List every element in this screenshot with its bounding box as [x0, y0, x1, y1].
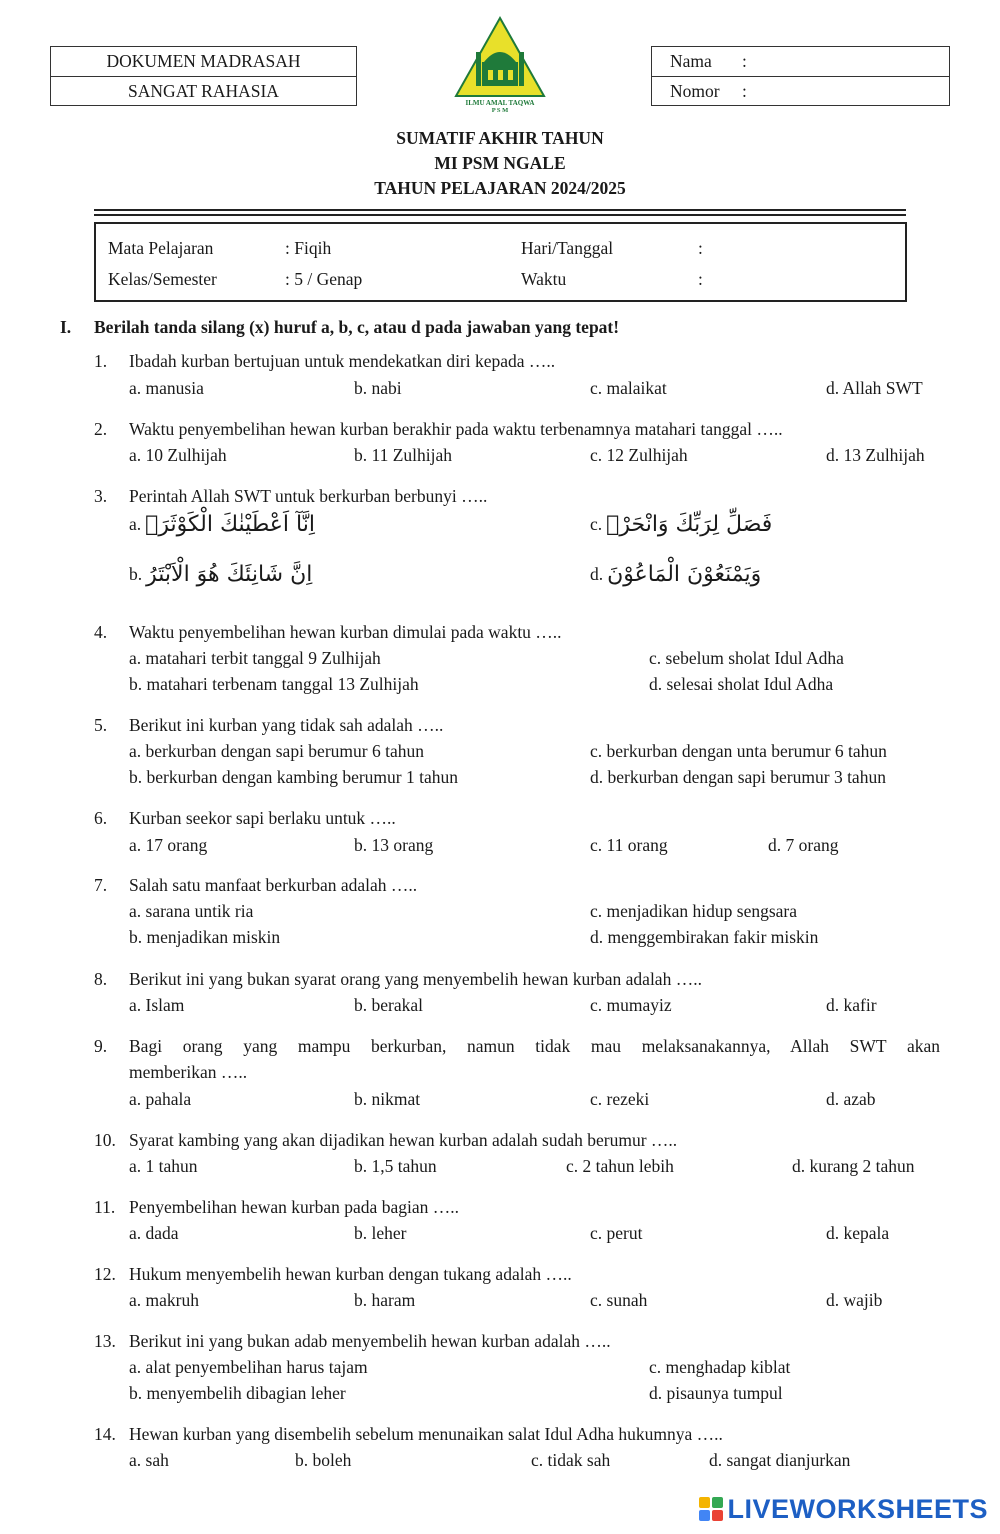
question-number: 5. [94, 715, 108, 735]
option-d[interactable]: d. kafir [826, 995, 877, 1015]
option-b[interactable]: b. matahari terbenam tanggal 13 Zulhijah [129, 674, 419, 694]
number-row[interactable] [652, 76, 949, 105]
question-number: 10. [94, 1130, 116, 1150]
option-b[interactable]: b. nikmat [354, 1089, 421, 1109]
time-value: : [698, 269, 703, 289]
option-c[interactable]: c. mumayiz [590, 995, 672, 1015]
day-label: Hari/Tanggal [521, 238, 614, 258]
option-c[interactable]: c. 2 tahun lebih [566, 1156, 674, 1176]
name-label: Nama [670, 51, 712, 71]
option-arabic-text: اِنَّ شَانِئَكَ هُوَ الْاَبْتَرُ [146, 562, 313, 587]
question-text: Waktu penyembelihan hewan kurban berakhir pada waktu terbenamnya matahari tanggal ….. [129, 419, 783, 439]
question-text: Waktu penyembelihan hewan kurban dimulai pada waktu ….. [129, 622, 562, 642]
question-text: Perintah Allah SWT untuk berkurban berbunyi ….. [129, 486, 488, 506]
student-identity-box [651, 46, 950, 106]
option-d[interactable]: d. selesai sholat Idul Adha [649, 674, 834, 694]
option-a[interactable]: a. dada [129, 1223, 179, 1243]
option-a[interactable]: a. makruh [129, 1290, 199, 1310]
question-number: 6. [94, 808, 108, 828]
question-text: Berikut ini yang bukan adab menyembelih hewan kurban adalah ….. [129, 1331, 611, 1351]
option-c[interactable]: c. malaikat [590, 378, 667, 398]
section-number: I. [60, 317, 72, 337]
option-b[interactable]: b. 11 Zulhijah [354, 445, 453, 465]
option-a[interactable]: a. sah [129, 1450, 169, 1470]
option-d[interactable]: d. pisaunya tumpul [649, 1383, 783, 1403]
option-letter: a. [129, 514, 142, 534]
liveworksheets-brand: LIVEWORKSHEETS [727, 1493, 988, 1524]
name-colon: : [742, 51, 747, 71]
school-logo [452, 14, 548, 112]
option-letter: b. [129, 564, 143, 584]
question-text: Berikut ini kurban yang tidak sah adalah ….. [129, 715, 444, 735]
option-a[interactable]: a. 17 orang [129, 835, 208, 855]
time-label: Waktu [521, 269, 567, 289]
option-c[interactable]: c. 11 orang [590, 835, 668, 855]
question-number: 14. [94, 1424, 116, 1444]
subject-value: : Fiqih [285, 238, 332, 258]
question-number: 12. [94, 1264, 116, 1284]
option-c[interactable]: c. 12 Zulhijah [590, 445, 688, 465]
exam-title: SUMATIF AKHIR TAHUN [396, 128, 604, 148]
option-b[interactable]: b. berakal [354, 995, 423, 1015]
school-name: MI PSM NGALE [434, 153, 566, 173]
option-c[interactable]: c. perut [590, 1223, 643, 1243]
class-value: : 5 / Genap [285, 269, 363, 289]
document-label-box [50, 46, 357, 106]
question-text-continued: memberikan ….. [129, 1062, 248, 1082]
option-a[interactable]: a. manusia [129, 378, 204, 398]
option-b[interactable]: b. berkurban dengan kambing berumur 1 tahun [129, 767, 459, 787]
option-c[interactable]: c. sunah [590, 1290, 648, 1310]
name-row[interactable] [652, 47, 949, 76]
question-text: Hukum menyembelih hewan kurban dengan tukang adalah ….. [129, 1264, 572, 1284]
option-a[interactable]: a. pahala [129, 1089, 192, 1109]
number-label: Nomor [670, 81, 720, 101]
option-c[interactable]: c. menghadap kiblat [649, 1357, 791, 1377]
option-arabic-text: وَيَمْنَعُوْنَ الْمَاعُوْنَ [607, 562, 762, 587]
question-text: Kurban seekor sapi berlaku untuk ….. [129, 808, 396, 828]
question-number: 7. [94, 875, 108, 895]
option-letter: d. [590, 564, 604, 584]
question-number: 9. [94, 1036, 108, 1056]
option-d[interactable]: d. menggembirakan fakir miskin [590, 927, 819, 947]
day-value: : [698, 238, 703, 258]
option-b[interactable]: b. leher [354, 1223, 407, 1243]
question-text: Salah satu manfaat berkurban adalah ….. [129, 875, 418, 895]
option-d[interactable]: d. azab [826, 1089, 876, 1109]
option-arabic-text: اِنَّآ اَعْطَيْنٰكَ الْكَوْثَرَۗ [145, 512, 315, 537]
question-text: Ibadah kurban bertujuan untuk mendekatkan diri kepada ….. [129, 351, 556, 371]
question-text: Bagi orang yang mampu berkurban, namun tidak mau melaksanakannya, Allah SWT akan [129, 1036, 940, 1056]
question-number: 13. [94, 1331, 116, 1351]
option-b[interactable] [129, 562, 312, 587]
option-d[interactable]: d. 7 orang [768, 835, 839, 855]
title-divider-bottom [94, 214, 906, 216]
option-d[interactable]: d. Allah SWT [826, 378, 923, 398]
logo-motto: ILMU AMAL TAQWA [465, 99, 535, 107]
question-text: Hewan kurban yang disembelih sebelum menunaikan salat Idul Adha hukumnya ….. [129, 1424, 723, 1444]
option-letter: c. [590, 514, 603, 534]
option-c[interactable]: c. sebelum sholat Idul Adha [649, 648, 844, 668]
option-b[interactable]: b. 1,5 tahun [354, 1156, 437, 1176]
option-b[interactable]: b. menjadikan miskin [129, 927, 281, 947]
option-d[interactable]: d. kurang 2 tahun [792, 1156, 915, 1176]
document-label: DOKUMEN MADRASAH [106, 51, 301, 71]
class-label: Kelas/Semester [108, 269, 217, 289]
option-d[interactable]: d. kepala [826, 1223, 890, 1243]
question-text: Penyembelihan hewan kurban pada bagian ….. [129, 1197, 459, 1217]
academic-year: TAHUN PELAJARAN 2024/2025 [374, 178, 626, 198]
subject-label: Mata Pelajaran [108, 238, 214, 258]
secrecy-label: SANGAT RAHASIA [51, 76, 356, 105]
question-number: 1. [94, 351, 108, 371]
option-d[interactable]: d. wajib [826, 1290, 883, 1310]
question-text: Syarat kambing yang akan dijadikan hewan kurban adalah sudah berumur ….. [129, 1130, 678, 1150]
option-a[interactable]: a. 1 tahun [129, 1156, 198, 1176]
liveworksheets-watermark[interactable] [699, 1492, 988, 1526]
title-divider-top [94, 209, 906, 211]
option-b[interactable]: b. menyembelih dibagian leher [129, 1383, 346, 1403]
section-instruction: Berilah tanda silang (x) huruf a, b, c, atau d pada jawaban yang tepat! [94, 317, 620, 337]
option-c[interactable]: c. menjadikan hidup sengsara [590, 901, 798, 921]
option-a[interactable]: a. 10 Zulhijah [129, 445, 227, 465]
option-d[interactable]: d. sangat dianjurkan [709, 1450, 851, 1470]
option-c[interactable] [590, 512, 772, 537]
option-a[interactable]: a. sarana untik ria [129, 901, 254, 921]
option-a[interactable]: a. matahari terbit tanggal 9 Zulhijah [129, 648, 381, 668]
option-a[interactable]: a. berkurban dengan sapi berumur 6 tahun [129, 741, 424, 761]
option-a[interactable]: a. Islam [129, 995, 185, 1015]
liveworksheets-logo-icon [699, 1497, 723, 1521]
question-number: 8. [94, 969, 108, 989]
option-d[interactable] [590, 562, 761, 587]
option-b[interactable]: b. haram [354, 1290, 416, 1310]
option-b[interactable]: b. nabi [354, 378, 402, 398]
number-colon: : [742, 81, 747, 101]
option-b[interactable]: b. 13 orang [354, 835, 434, 855]
subject-info-box [94, 222, 907, 302]
option-c[interactable]: c. berkurban dengan unta berumur 6 tahun [590, 741, 887, 761]
logo-abbrev: P S M [491, 107, 509, 112]
option-c[interactable]: c. tidak sah [531, 1450, 611, 1470]
option-d[interactable]: d. 13 Zulhijah [826, 445, 925, 465]
question-number: 2. [94, 419, 108, 439]
option-d[interactable]: d. berkurban dengan sapi berumur 3 tahun [590, 767, 886, 787]
question-number: 3. [94, 486, 108, 506]
option-arabic-text: فَصَلِّ لِرَبِّكَ وَانْحَرْۗ [606, 512, 773, 537]
option-b[interactable]: b. boleh [295, 1450, 352, 1470]
question-text: Berikut ini yang bukan syarat orang yang menyembelih hewan kurban adalah ….. [129, 969, 702, 989]
question-number: 4. [94, 622, 108, 642]
option-a[interactable] [129, 512, 315, 537]
option-c[interactable]: c. rezeki [590, 1089, 650, 1109]
option-a[interactable]: a. alat penyembelihan harus tajam [129, 1357, 368, 1377]
question-number: 11. [94, 1197, 116, 1217]
